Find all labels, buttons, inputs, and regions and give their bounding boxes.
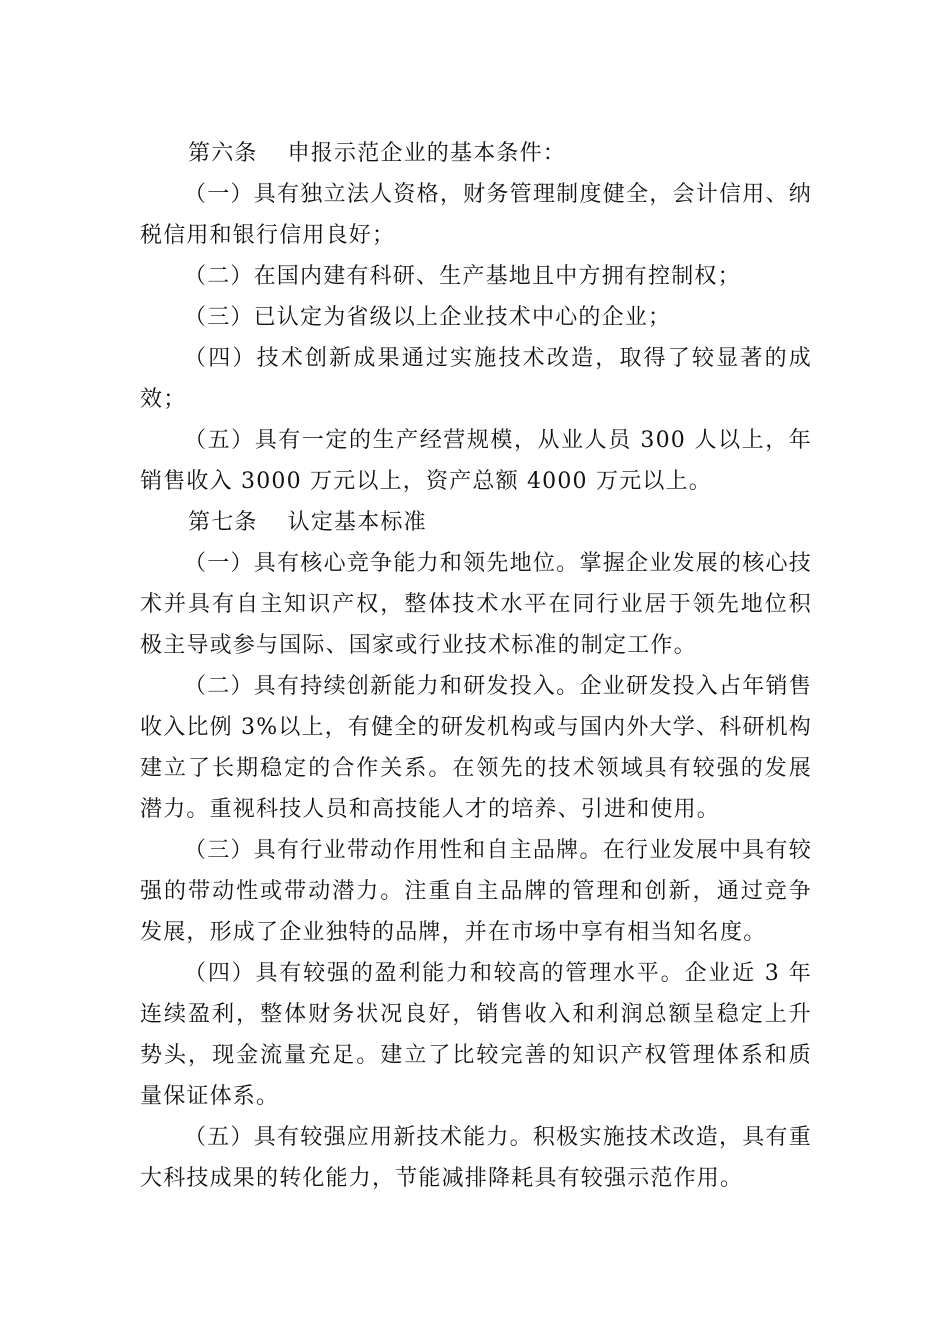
- article-7-item-3: （三）具有行业带动作用性和自主品牌。在行业发展中具有较强的带动性或带动潜力。注重自主品牌的管理和创新，通过竞争发展，形成了企业独特的品牌，并在市场中享有相当知名度。: [140, 838, 812, 945]
- article-7-item-5: （五）具有较强应用新技术能力。积极实施技术改造，具有重大科技成果的转化能力，节能减排降耗具有较强示范作用。: [140, 1125, 812, 1191]
- article-6-item-1: （一）具有独立法人资格，财务管理制度健全，会计信用、纳税信用和银行信用良好；: [140, 182, 812, 248]
- article-7-item-1: （一）具有核心竞争能力和领先地位。掌握企业发展的核心技术并具有自主知识产权，整体技术水平在同行业居于领先地位积极主导或参与国际、国家或行业技术标准的制定工作。: [140, 551, 812, 658]
- article-6-number: 第六条: [188, 141, 258, 166]
- article-6-item-3: （三）已认定为省级以上企业技术中心的企业；: [184, 305, 672, 330]
- article-6-item-2: （二）在国内建有科研、生产基地且中方拥有控制权；: [184, 264, 741, 289]
- article-6-item-4: （四）技术创新成果通过实施技术改造，取得了较显著的成效；: [140, 346, 812, 412]
- document-body: [140, 133, 812, 1199]
- article-7-item-4: （四）具有较强的盈利能力和较高的管理水平。企业近 3 年连续盈利，整体财务状况良好，销售收入和利润总额呈稳定上升势头，现金流量充足。建立了比较完善的知识产权管理体系和质量保证体系。: [140, 961, 812, 1109]
- article-7-title: 认定基本标准: [287, 510, 427, 535]
- article-6-heading: [140, 133, 812, 174]
- article-6-title: 申报示范企业的基本条件：: [287, 141, 567, 166]
- article-7-number: 第七条: [188, 510, 258, 535]
- article-7-item-2: （二）具有持续创新能力和研发投入。企业研发投入占年销售收入比例 3%以上，有健全的研发机构或与国内外大学、科研机构建立了长期稳定的合作关系。在领先的技术领域具有较强的发展潜力。重视科技人员和高技能人才的培养、引进和使用。: [140, 674, 812, 822]
- article-6-item-5: （五）具有一定的生产经营规模，从业人员 300 人以上，年销售收入 3000 万元以上，资产总额 4000 万元以上。: [140, 428, 812, 494]
- article-7-heading: [140, 502, 812, 543]
